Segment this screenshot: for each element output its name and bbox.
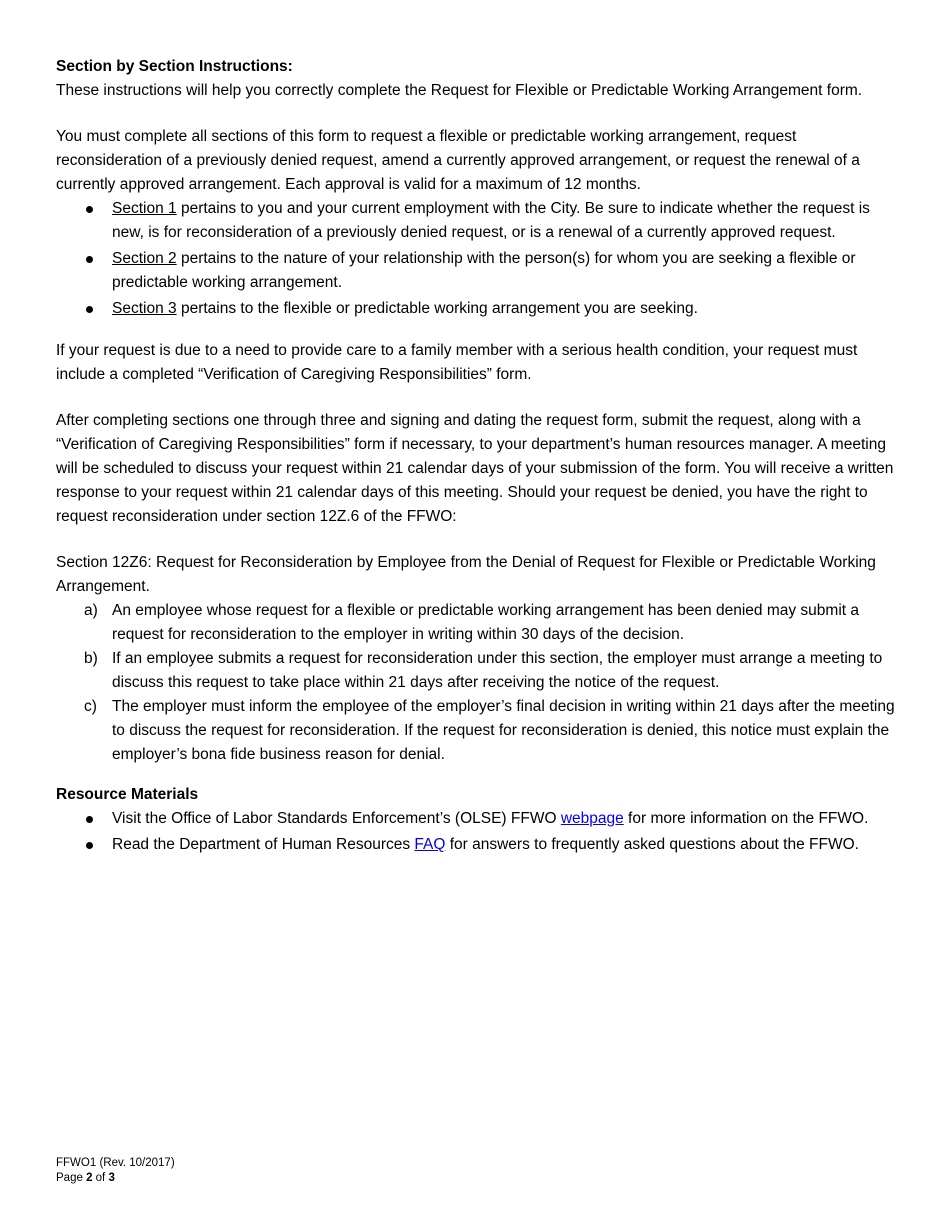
intro-paragraph: These instructions will help you correctly complete the Request for Flexible or Predictable Working Arrangement form. [56,82,863,99]
list-item [56,297,896,321]
submission-paragraph: After completing sections one through three and signing and dating the request form, submit the request, along with a “Verification of Caregiving Responsibilities” form if necessary, to your department’s human resources manager. A meeting will be scheduled to discuss your request within 21 calendar days of your submission of the form. You will receive a written response to your request within 21 calendar days of this meeting. Should your request be denied, you have the right to request reconsideration under section 12Z.6 of the FFWO: [56,412,894,525]
resource-text: Read the Department of Human Resources [112,836,415,853]
document-body [56,55,896,859]
list-item [56,833,896,857]
dhr-faq-link[interactable]: FAQ [414,836,446,853]
list-item [56,599,896,647]
resource-text: for more information on the FFWO. [623,810,869,827]
page-number: Page 2 of 3 [56,1172,115,1184]
list-item [56,695,896,767]
sections-list [56,197,896,321]
section-label: Section 2 [112,250,177,267]
list-item [56,247,896,295]
list-marker: b) [84,650,98,667]
section-label: Section 1 [112,200,177,217]
list-marker: a) [84,602,98,619]
list-text: An employee whose request for a flexible or predictable working arrangement has been denied may submit a request for reconsideration to the employer in writing within 30 days of the decision. [112,602,860,643]
section-text: pertains to the flexible or predictable working arrangement you are seeking. [176,300,698,317]
resource-text: for answers to frequently asked questions about the FFWO. [445,836,859,853]
reconsideration-paragraph: Section 12Z6: Request for Reconsideration by Employee from the Denial of Request for Flexible or Predictable Working Arrangement. [56,554,876,595]
list-text: The employer must inform the employee of the employer’s final decision in writing within 21 days after the meeting to discuss the request for reconsideration. If the request for reconsideration is denied, this notice must explain the employer’s bona fide business reason for denial. [112,698,895,763]
page-footer [56,1156,175,1186]
caregiving-paragraph: If your request is due to a need to provide care to a family member with a serious health condition, your request must include a completed “Verification of Caregiving Responsibilities” form. [56,342,858,383]
list-text: If an employee submits a request for reconsideration under this section, the employer must arrange a meeting to discuss this request to take place within 21 days after receiving the notice of the request. [112,650,883,691]
resources-heading: Resource Materials [56,786,199,803]
list-item [56,647,896,695]
section-label: Section 3 [112,300,177,317]
resource-text: Visit the Office of Labor Standards Enforcement’s (OLSE) FFWO [112,810,561,827]
list-item [56,807,896,831]
section-text: pertains to you and your current employment with the City. Be sure to indicate whether the request is new, is for reconsideration of a previously denied request, or is a renewal of a currently approved request. [112,200,870,241]
section-text: pertains to the nature of your relationship with the person(s) for whom you are seeking a flexible or predictable working arrangement. [112,250,856,291]
resources-list [56,807,896,857]
form-id: FFWO1 (Rev. 10/2017) [56,1157,175,1169]
list-item [56,197,896,245]
list-marker: c) [84,698,97,715]
instructions-heading: Section by Section Instructions: [56,58,293,75]
reconsideration-list [56,599,896,767]
requirements-paragraph: You must complete all sections of this form to request a flexible or predictable working arrangement, request reconsideration of a previously denied request, amend a currently approved arrangement, or request the renewal of a currently approved arrangement. Each approval is valid for a maximum of 12 months. [56,128,860,193]
olse-webpage-link[interactable]: webpage [560,810,624,827]
